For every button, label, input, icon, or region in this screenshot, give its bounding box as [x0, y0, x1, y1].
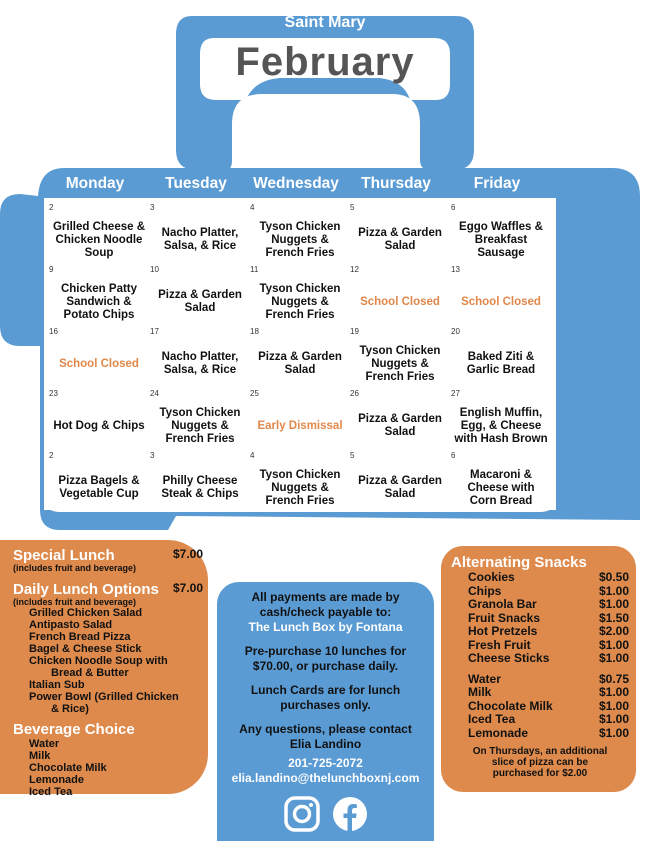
meal-text: Baked Ziti & Garlic Bread [466, 351, 536, 376]
meal-text: Chicken Patty Sandwich & Potato Chips [60, 282, 138, 321]
meal-text: English Muffin, Egg, & Cheese with Hash Brown [454, 406, 548, 445]
payment-line-2: cash/check payable to: [259, 605, 392, 619]
day-number: 26 [350, 389, 359, 398]
phone-number[interactable]: 201-725-2072 [288, 756, 363, 770]
price-row [468, 686, 629, 700]
list-item: Milk [29, 750, 51, 762]
meal-text: Tyson Chicken Nuggets & French Fries [259, 468, 341, 507]
prepurchase-line-1: Pre-purchase 10 lunches for [244, 644, 407, 658]
calendar-cell [49, 389, 149, 451]
meal-text: Hot Dog & Chips [53, 419, 145, 432]
item-price: $1.00 [598, 712, 629, 726]
special-lunch-price: $7.00 [172, 547, 203, 561]
price-row [468, 727, 629, 741]
item-price: $1.00 [598, 597, 629, 611]
calendar-cell [451, 265, 551, 327]
day-number: 27 [451, 389, 460, 398]
calendar-cell [150, 451, 250, 513]
day-number: 5 [350, 451, 355, 460]
item-name: Lemonade [468, 725, 529, 740]
day-number: 11 [250, 265, 259, 274]
list-item: Antipasto Salad [29, 619, 113, 631]
thursday-note-2: slice of pizza can be [491, 757, 589, 768]
meal-text: Macaroni & Cheese with Corn Bread [467, 468, 535, 507]
meal-text: Nacho Platter, Salsa, & Rice [161, 351, 239, 376]
day-number: 16 [49, 327, 58, 336]
day-header-wednesday: Wednesday [253, 175, 339, 192]
list-item: Power Bowl (Grilled Chicken [29, 691, 179, 703]
day-number: 25 [250, 389, 259, 398]
snacks-title: Alternating Snacks [451, 554, 587, 571]
day-number: 4 [250, 451, 255, 460]
meal-text: Tyson Chicken Nuggets & French Fries [259, 282, 341, 321]
meal-text: Tyson Chicken Nuggets & French Fries [159, 406, 241, 445]
item-price: $1.00 [598, 685, 629, 699]
list-item: Chicken Noodle Soup with [29, 655, 168, 667]
calendar-cell [150, 327, 250, 389]
item-price: $1.00 [598, 698, 629, 713]
day-notice: Early Dismissal [257, 419, 343, 432]
contact-name: Elia Landino [289, 737, 362, 751]
list-item: Bread & Butter [51, 667, 129, 679]
item-price: $2.00 [598, 624, 629, 638]
day-number: 19 [350, 327, 359, 336]
day-header-tuesday: Tuesday [165, 175, 227, 192]
item-price: $0.50 [598, 570, 629, 584]
calendar-cell [350, 327, 450, 389]
day-number: 4 [250, 203, 255, 212]
item-price: $0.75 [598, 671, 629, 686]
calendar-cell [250, 265, 350, 327]
cards-line-2: purchases only. [280, 698, 371, 712]
item-name: Hot Pretzels [468, 624, 538, 638]
day-notice: School Closed [360, 295, 440, 308]
meal-text: Pizza & Garden Salad [158, 289, 242, 314]
price-row [468, 713, 629, 727]
meal-text: Pizza & Garden Salad [358, 227, 442, 252]
thursday-note-3: purchased for $2.00 [492, 768, 588, 779]
list-item: Grilled Chicken Salad [29, 607, 143, 619]
calendar-cell [350, 203, 450, 265]
day-number: 17 [150, 327, 159, 336]
item-name: Chocolate Milk [468, 698, 553, 713]
school-name: Saint Mary [284, 14, 366, 31]
calendar-cell [250, 389, 350, 451]
day-number: 6 [451, 451, 456, 460]
beverage-title: Beverage Choice [13, 721, 135, 738]
list-item: Italian Sub [29, 679, 85, 691]
day-number: 12 [350, 265, 359, 274]
day-notice: School Closed [59, 357, 139, 370]
daily-options-list [13, 607, 203, 715]
day-header-thursday: Thursday [361, 175, 431, 192]
month-title: February [235, 40, 415, 84]
item-price: $1.00 [598, 651, 629, 665]
price-row [468, 700, 629, 714]
calendar-cell [350, 451, 450, 513]
day-number: 5 [350, 203, 355, 212]
day-number: 24 [150, 389, 159, 398]
calendar-cell [150, 203, 250, 265]
list-item: Chocolate Milk [29, 762, 107, 774]
calendar-cell [150, 265, 250, 327]
item-name: Chips [468, 583, 502, 598]
item-name: Water [468, 671, 501, 686]
calendar-cell [451, 327, 551, 389]
calendar-cell [150, 389, 250, 451]
calendar-cell [350, 389, 450, 451]
calendar-cell [250, 327, 350, 389]
meal-text: Pizza Bagels & Vegetable Cup [58, 475, 140, 500]
contact-line-1: Any questions, please contact [239, 722, 412, 736]
calendar-cell [250, 451, 350, 513]
list-item: Bagel & Cheese Stick [29, 643, 142, 655]
item-name: Fruit Snacks [468, 610, 541, 625]
meal-text: Pizza & Garden Salad [258, 351, 342, 376]
item-name: Cookies [468, 570, 515, 584]
day-number: 3 [150, 451, 155, 460]
price-row [468, 639, 629, 653]
item-name: Granola Bar [468, 597, 537, 611]
item-price: $1.00 [598, 637, 629, 652]
payment-info-content [217, 590, 434, 832]
calendar-cell [49, 327, 149, 389]
calendar-cell [49, 265, 149, 327]
day-number: 6 [451, 203, 456, 212]
payee-name: The Lunch Box by Fontana [248, 620, 403, 634]
list-item: & Rice) [51, 703, 89, 715]
day-number: 2 [49, 203, 54, 212]
list-item: French Bread Pizza [29, 631, 131, 643]
social-icons [217, 796, 434, 832]
item-price: $1.00 [598, 583, 629, 598]
price-row [468, 673, 629, 687]
day-number: 2 [49, 451, 54, 460]
price-row [468, 612, 629, 626]
item-name: Fresh Fruit [468, 637, 531, 652]
calendar-cell [451, 203, 551, 265]
day-header-monday: Monday [65, 175, 125, 192]
instagram-icon[interactable] [284, 796, 320, 832]
beverage-list [13, 738, 203, 798]
price-row [468, 598, 629, 612]
payment-line-1: All payments are made by [251, 590, 400, 604]
cards-line-1: Lunch Cards are for lunch [250, 683, 401, 697]
day-number: 18 [250, 327, 259, 336]
email-address[interactable]: elia.landino@thelunchboxnj.com [231, 771, 420, 785]
item-price: $1.50 [598, 610, 629, 625]
day-number: 10 [150, 265, 159, 274]
snack-list [451, 571, 629, 666]
day-number: 9 [49, 265, 54, 274]
meal-text: Pizza & Garden Salad [358, 413, 442, 438]
thursday-note-1: On Thursdays, an additional [472, 746, 608, 757]
price-row [468, 652, 629, 666]
list-item: Water [29, 738, 60, 750]
meal-text: Nacho Platter, Salsa, & Rice [161, 227, 239, 252]
calendar-cell [451, 389, 551, 451]
daily-options-title: Daily Lunch Options [13, 581, 159, 598]
meal-text: Grilled Cheese & Chicken Noodle Soup [52, 220, 146, 259]
day-number: 3 [150, 203, 155, 212]
calendar-cell [49, 451, 149, 513]
day-number: 23 [49, 389, 58, 398]
meal-text: Pizza & Garden Salad [358, 475, 442, 500]
item-name: Cheese Sticks [468, 651, 550, 665]
day-number: 13 [451, 265, 460, 274]
prepurchase-line-2: $70.00, or purchase daily. [252, 659, 399, 673]
calendar-cell [250, 203, 350, 265]
daily-options-note: (includes fruit and beverage) [13, 597, 137, 607]
meal-text: Tyson Chicken Nuggets & French Fries [259, 220, 341, 259]
item-name: Milk [468, 685, 492, 699]
meal-text: Eggo Waffles & Breakfast Sausage [459, 220, 543, 259]
list-item: Lemonade [29, 774, 85, 786]
lunch-options-content [13, 547, 203, 798]
meal-text: Tyson Chicken Nuggets & French Fries [359, 344, 441, 383]
item-name: Iced Tea [468, 712, 516, 726]
daily-options-price: $7.00 [172, 581, 203, 595]
day-number: 20 [451, 327, 460, 336]
calendar-cell [451, 451, 551, 513]
calendar-cell [350, 265, 450, 327]
facebook-icon[interactable] [332, 796, 368, 832]
special-lunch-title: Special Lunch [13, 547, 115, 564]
price-row [468, 585, 629, 599]
item-price: $1.00 [598, 725, 629, 740]
calendar-cell [49, 203, 149, 265]
price-row [468, 625, 629, 639]
drink-list [451, 673, 629, 741]
price-row [468, 571, 629, 585]
snacks-content [451, 554, 629, 779]
day-notice: School Closed [461, 295, 541, 308]
special-lunch-note: (includes fruit and beverage) [13, 563, 137, 573]
meal-text: Philly Cheese Steak & Chips [161, 475, 239, 500]
day-header-friday: Friday [473, 175, 521, 192]
list-item: Iced Tea [29, 786, 73, 798]
